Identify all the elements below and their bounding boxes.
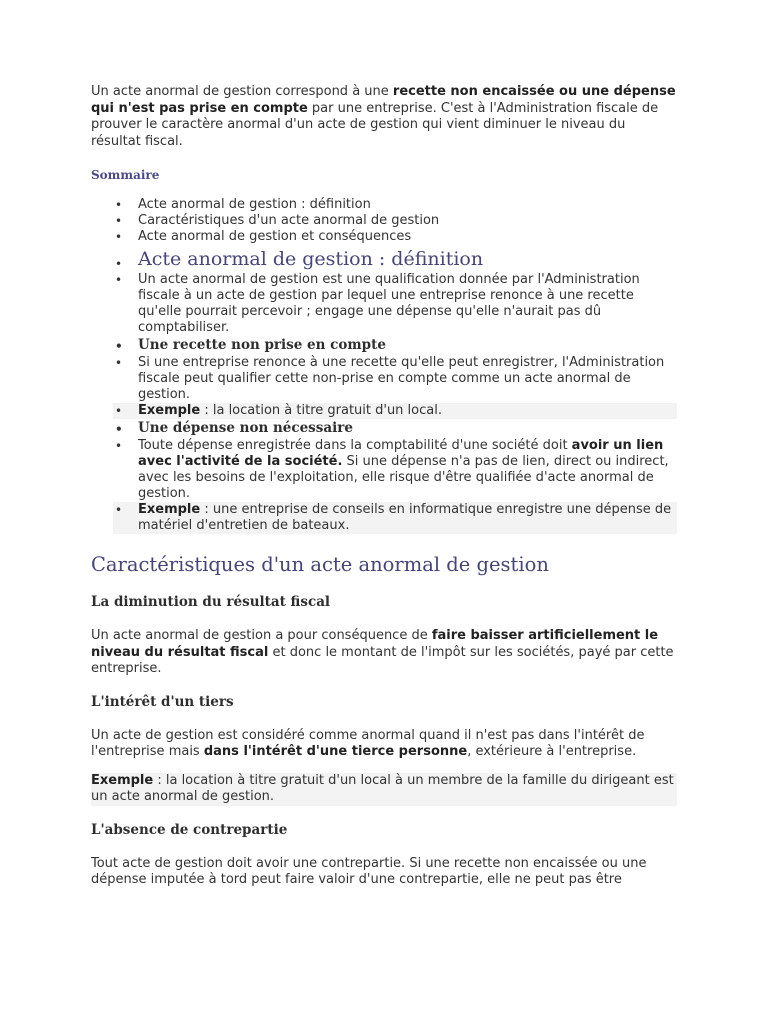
example-text: : la location à titre gratuit d'un local. [200,403,442,418]
interet-example [91,773,677,806]
bullet-icon: • [115,422,123,436]
toc-item-definition[interactable] [91,197,677,213]
bullet-icon: • [115,356,123,370]
diminution-text-bold: faire baisser artificiellement le niveau du résultat fiscal [91,628,659,660]
toc-item-label[interactable]: Caractéristiques d'un acte anormal de gestion [138,213,440,228]
bullet-icon: • [115,439,123,453]
diminution-paragraph [91,628,677,678]
depense-text [91,438,677,502]
intro-text: Un acte anormal de gestion correspond à une [91,84,393,99]
recette-text-content: Si une entreprise renonce à une recette qu'elle peut enregistrer, l'Administration fiscale peut qualifier cette non-prise en compte comme un acte anormal de gestion. [138,355,665,402]
depense-text-bold: avoir un lien avec l'activité de la société. [138,438,664,469]
recette-heading-text: Une recette non prise en compte [138,337,386,353]
intro-text-end: par une entreprise. C'est à l'Administration fiscale de prouver le caractère anormal d'un acte de gestion qui vient diminuer le niveau du résultat fiscal. [91,100,659,149]
contrepartie-heading: L'absence de contrepartie [91,821,288,838]
depense-text-end: Si une dépense n'a pas de lien, direct ou indirect, avec les besoins de l'exploitation, elle risque d'être qualifiée d'acte anormal de gestion. [138,454,669,501]
interet-paragraph [91,728,677,761]
depense-text-start: Toute dépense enregistrée dans la comptabilité d'une société doit [138,438,572,453]
depense-example [113,502,677,534]
sommaire-title: Sommaire [91,168,160,182]
bullet-icon: • [115,198,123,212]
recette-example [113,403,677,419]
interet-text-bold: dans l'intérêt d'une tierce personne [203,744,468,759]
bullet-icon: • [115,257,123,271]
bullet-icon: • [115,503,123,517]
definition-text-content: Un acte anormal de gestion est une qualification donnée par l'Administration fiscale à un acte de gestion par lequel une entreprise renonce à une recette qu'elle pourrait percevoir ; engage une dépense qu'elle n'aurait pas dû comptabiliser. [138,272,640,335]
example-text: : la location à titre gratuit d'un local à un membre de la famille du dirigeant est un acte anormal de gestion. [91,772,674,804]
toc-item-caracteristiques[interactable] [91,213,677,229]
definition-heading [91,246,677,272]
bullet-icon: • [115,230,123,244]
toc-item-label[interactable]: Acte anormal de gestion : définition [138,197,371,212]
definition-text [91,272,677,336]
bullet-icon: • [115,214,123,228]
table-of-contents [91,197,677,534]
example-text: : une entreprise de conseils en informatique enregistre une dépense de matériel d'entretien de bateaux. [138,502,672,533]
interet-text-start: Un acte de gestion est considéré comme anormal quand il n'est pas dans l'intérêt de l'entreprise mais [91,727,645,759]
diminution-text-start: Un acte anormal de gestion a pour conséquence de [91,628,432,643]
interet-heading: L'intérêt d'un tiers [91,693,234,710]
toc-item-consequences[interactable] [91,229,677,245]
diminution-text-end: et donc le montant de l'impôt sur les sociétés, payé par cette entreprise. [91,644,674,676]
contrepartie-paragraph: Tout acte de gestion doit avoir une contrepartie. Si une recette non encaissée ou une dépense imputée à tord peut faire valoir d'une contrepartie, elle ne peut pas être [91,855,647,887]
toc-item-label[interactable]: Acte anormal de gestion et conséquences [138,229,412,244]
article [91,84,677,889]
example-label: Exemple [138,403,201,418]
caracteristiques-heading: Caractéristiques d'un acte anormal de gestion [91,553,549,576]
intro-bold: recette non encaissée ou une dépense qui n'est pas prise en compte [91,84,676,116]
bullet-icon: • [115,404,123,418]
example-label: Exemple [138,502,201,517]
recette-text [91,355,677,403]
depense-heading-text: Une dépense non nécessaire [138,420,353,436]
bullet-icon: • [115,339,123,353]
example-label: Exemple [91,772,154,788]
bullet-icon: • [115,273,123,287]
interet-text-end: , extérieure à l'entreprise. [467,744,637,759]
recette-heading [91,336,677,355]
depense-heading [91,419,677,438]
diminution-heading: La diminution du résultat fiscal [91,594,331,610]
definition-heading-text: Acte anormal de gestion : définition [138,248,484,270]
intro-paragraph [91,84,677,150]
